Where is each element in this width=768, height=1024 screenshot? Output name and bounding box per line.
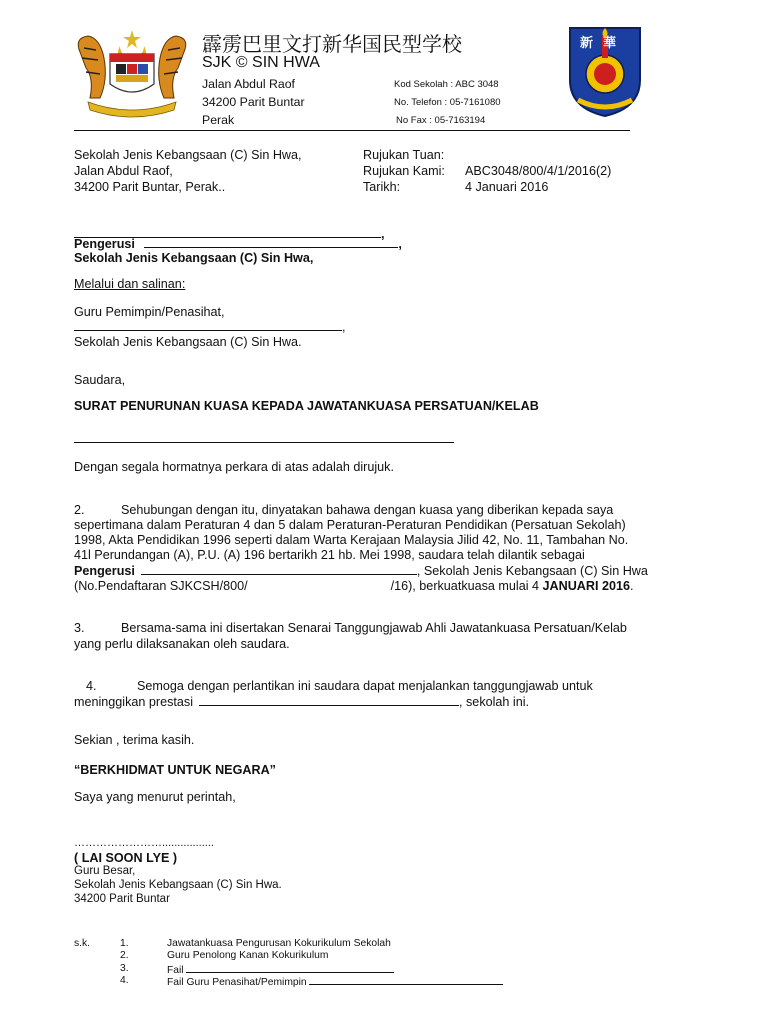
- para3-line-2: yang perlu dilaksanakan oleh saudara.: [74, 637, 290, 651]
- your-ref-label: Rujukan Tuan:: [363, 148, 445, 162]
- para2-reg-prefix: (No.Pendaftaran SJKCSH/800/: [74, 579, 248, 593]
- school-code: Kod Sekolah : ABC 3048: [394, 79, 499, 90]
- para2-line-5: [74, 563, 648, 578]
- motto: “BERKHIDMAT UNTUK NEGARA”: [74, 763, 276, 777]
- our-ref-value: ABC3048/800/4/1/2016(2): [465, 164, 612, 178]
- school-name-chinese: 霹雳巴里文打新华国民型学校: [202, 32, 462, 56]
- para2-line-4: 41l Perundangan (A), P.U. (A) 196 bertarikh 21 hb. Mei 1998, saudara telah dilantik sebagai: [74, 548, 585, 562]
- yours-faithfully: Saya yang menurut perintah,: [74, 790, 236, 804]
- via-school: Sekolah Jenis Kebangsaan (C) Sin Hwa.: [74, 335, 302, 349]
- sender-line-1: Sekolah Jenis Kebangsaan (C) Sin Hwa,: [74, 148, 302, 162]
- our-ref-label: Rujukan Kami:: [363, 164, 445, 178]
- salutation: Saudara,: [74, 373, 126, 387]
- coat-of-arms-logo: [70, 28, 194, 120]
- address-line-2: 34200 Parit Buntar: [202, 95, 305, 109]
- via-advisor: Guru Pemimpin/Penasihat,: [74, 305, 225, 319]
- para4-line-2: [74, 694, 529, 709]
- signatory-name: ( LAI SOON LYE ): [74, 851, 178, 865]
- cc-item-4-text: Fail Guru Penasihat/Pemimpin: [167, 977, 307, 988]
- crest-characters: 新華: [580, 36, 627, 51]
- cc-label: s.k.: [74, 938, 91, 949]
- date-value: 4 Januari 2016: [465, 180, 549, 194]
- para2-end: .: [630, 579, 634, 593]
- cc-item-1-text: Jawatankuasa Pengurusan Kokurikulum Sekolah: [167, 938, 391, 949]
- signature-dots: …………………….................: [74, 837, 214, 849]
- phone-number: No. Telefon : 05-7161080: [394, 97, 501, 108]
- date-label: Tarikh:: [363, 180, 401, 194]
- cc-item-4-number: 4.: [120, 975, 129, 986]
- para3-number: 3.: [74, 621, 85, 635]
- para2-reg-suffix: /16), berkuatkuasa mulai 4: [390, 579, 543, 593]
- fax-number: No Fax : 05-7163194: [396, 115, 486, 126]
- cc-item-3-text: Fail: [167, 965, 184, 976]
- para2-effective-date: JANUARI 2016: [542, 579, 631, 593]
- para4-suffix: , sekolah ini.: [459, 695, 530, 709]
- para2-line-3: 1998, Akta Pendidikan 1996 seperti dalam Warta Kerajaan Malaysia Jilid 42, No. 11, Tambahan No.: [74, 533, 629, 547]
- para4-number: 4.: [86, 679, 97, 693]
- para2-line-6: [74, 579, 634, 593]
- letter-subject: SURAT PENURUNAN KUASA KEPADA JAWATANKUASA PERSATUAN/KELAB: [74, 399, 539, 413]
- para2-line-2: sepertimana dalam Peraturan 4 dan 5 dalam Peraturan-Peraturan Pendidikan (Persatuan Sekolah): [74, 518, 626, 532]
- cc-item-2-text: Guru Penolong Kanan Kokurikulum: [167, 950, 329, 961]
- closing-line: Sekian , terima kasih.: [74, 733, 195, 747]
- recipient-title: Pengerusi: [74, 237, 135, 251]
- para2-line-1: Sehubungan dengan itu, dinyatakan bahawa dengan kuasa yang diberikan kepada saya: [121, 503, 614, 517]
- sender-line-3: 34200 Parit Buntar, Perak..: [74, 180, 226, 194]
- header-divider: [74, 130, 630, 131]
- cc-item-3-number: 3.: [120, 963, 129, 974]
- via-label: Melalui dan salinan:: [74, 277, 186, 291]
- signatory-school: Sekolah Jenis Kebangsaan (C) Sin Hwa.: [74, 879, 282, 891]
- school-crest-logo: [566, 24, 644, 118]
- cc-item-1-number: 1.: [120, 938, 129, 949]
- via-advisor-blank: ,: [74, 319, 346, 334]
- para3-line-1: Bersama-sama ini disertakan Senarai Tanggungjawab Ahli Jawatankuasa Persatuan/Kelab: [121, 621, 627, 635]
- recipient-school: Sekolah Jenis Kebangsaan (C) Sin Hwa,: [74, 251, 314, 265]
- subject-underline: [74, 442, 454, 443]
- opening-sentence: Dengan segala hormatnya perkara di atas adalah dirujuk.: [74, 460, 394, 474]
- cc-item-2-number: 2.: [120, 950, 129, 961]
- para4-prefix: meninggikan prestasi: [74, 695, 194, 709]
- recipient-title-line: Pengerusi ,: [74, 237, 402, 251]
- para2-school-text: , Sekolah Jenis Kebangsaan (C) Sin Hwa: [416, 564, 648, 578]
- para4-line-1: Semoga dengan perlantikan ini saudara dapat menjalankan tanggungjawab untuk: [137, 679, 593, 693]
- sender-line-2: Jalan Abdul Raof,: [74, 164, 173, 178]
- address-line-3: Perak: [202, 113, 235, 127]
- signatory-position: Guru Besar,: [74, 865, 136, 877]
- para2-number: 2.: [74, 503, 85, 517]
- school-name: SJK © SIN HWA: [202, 54, 320, 71]
- signatory-town: 34200 Parit Buntar: [74, 893, 170, 905]
- address-line-1: Jalan Abdul Raof: [202, 77, 295, 91]
- para2-title: Pengerusi: [74, 564, 135, 578]
- recipient-name-blank: ,: [74, 226, 385, 241]
- cc-item-4: [167, 975, 503, 988]
